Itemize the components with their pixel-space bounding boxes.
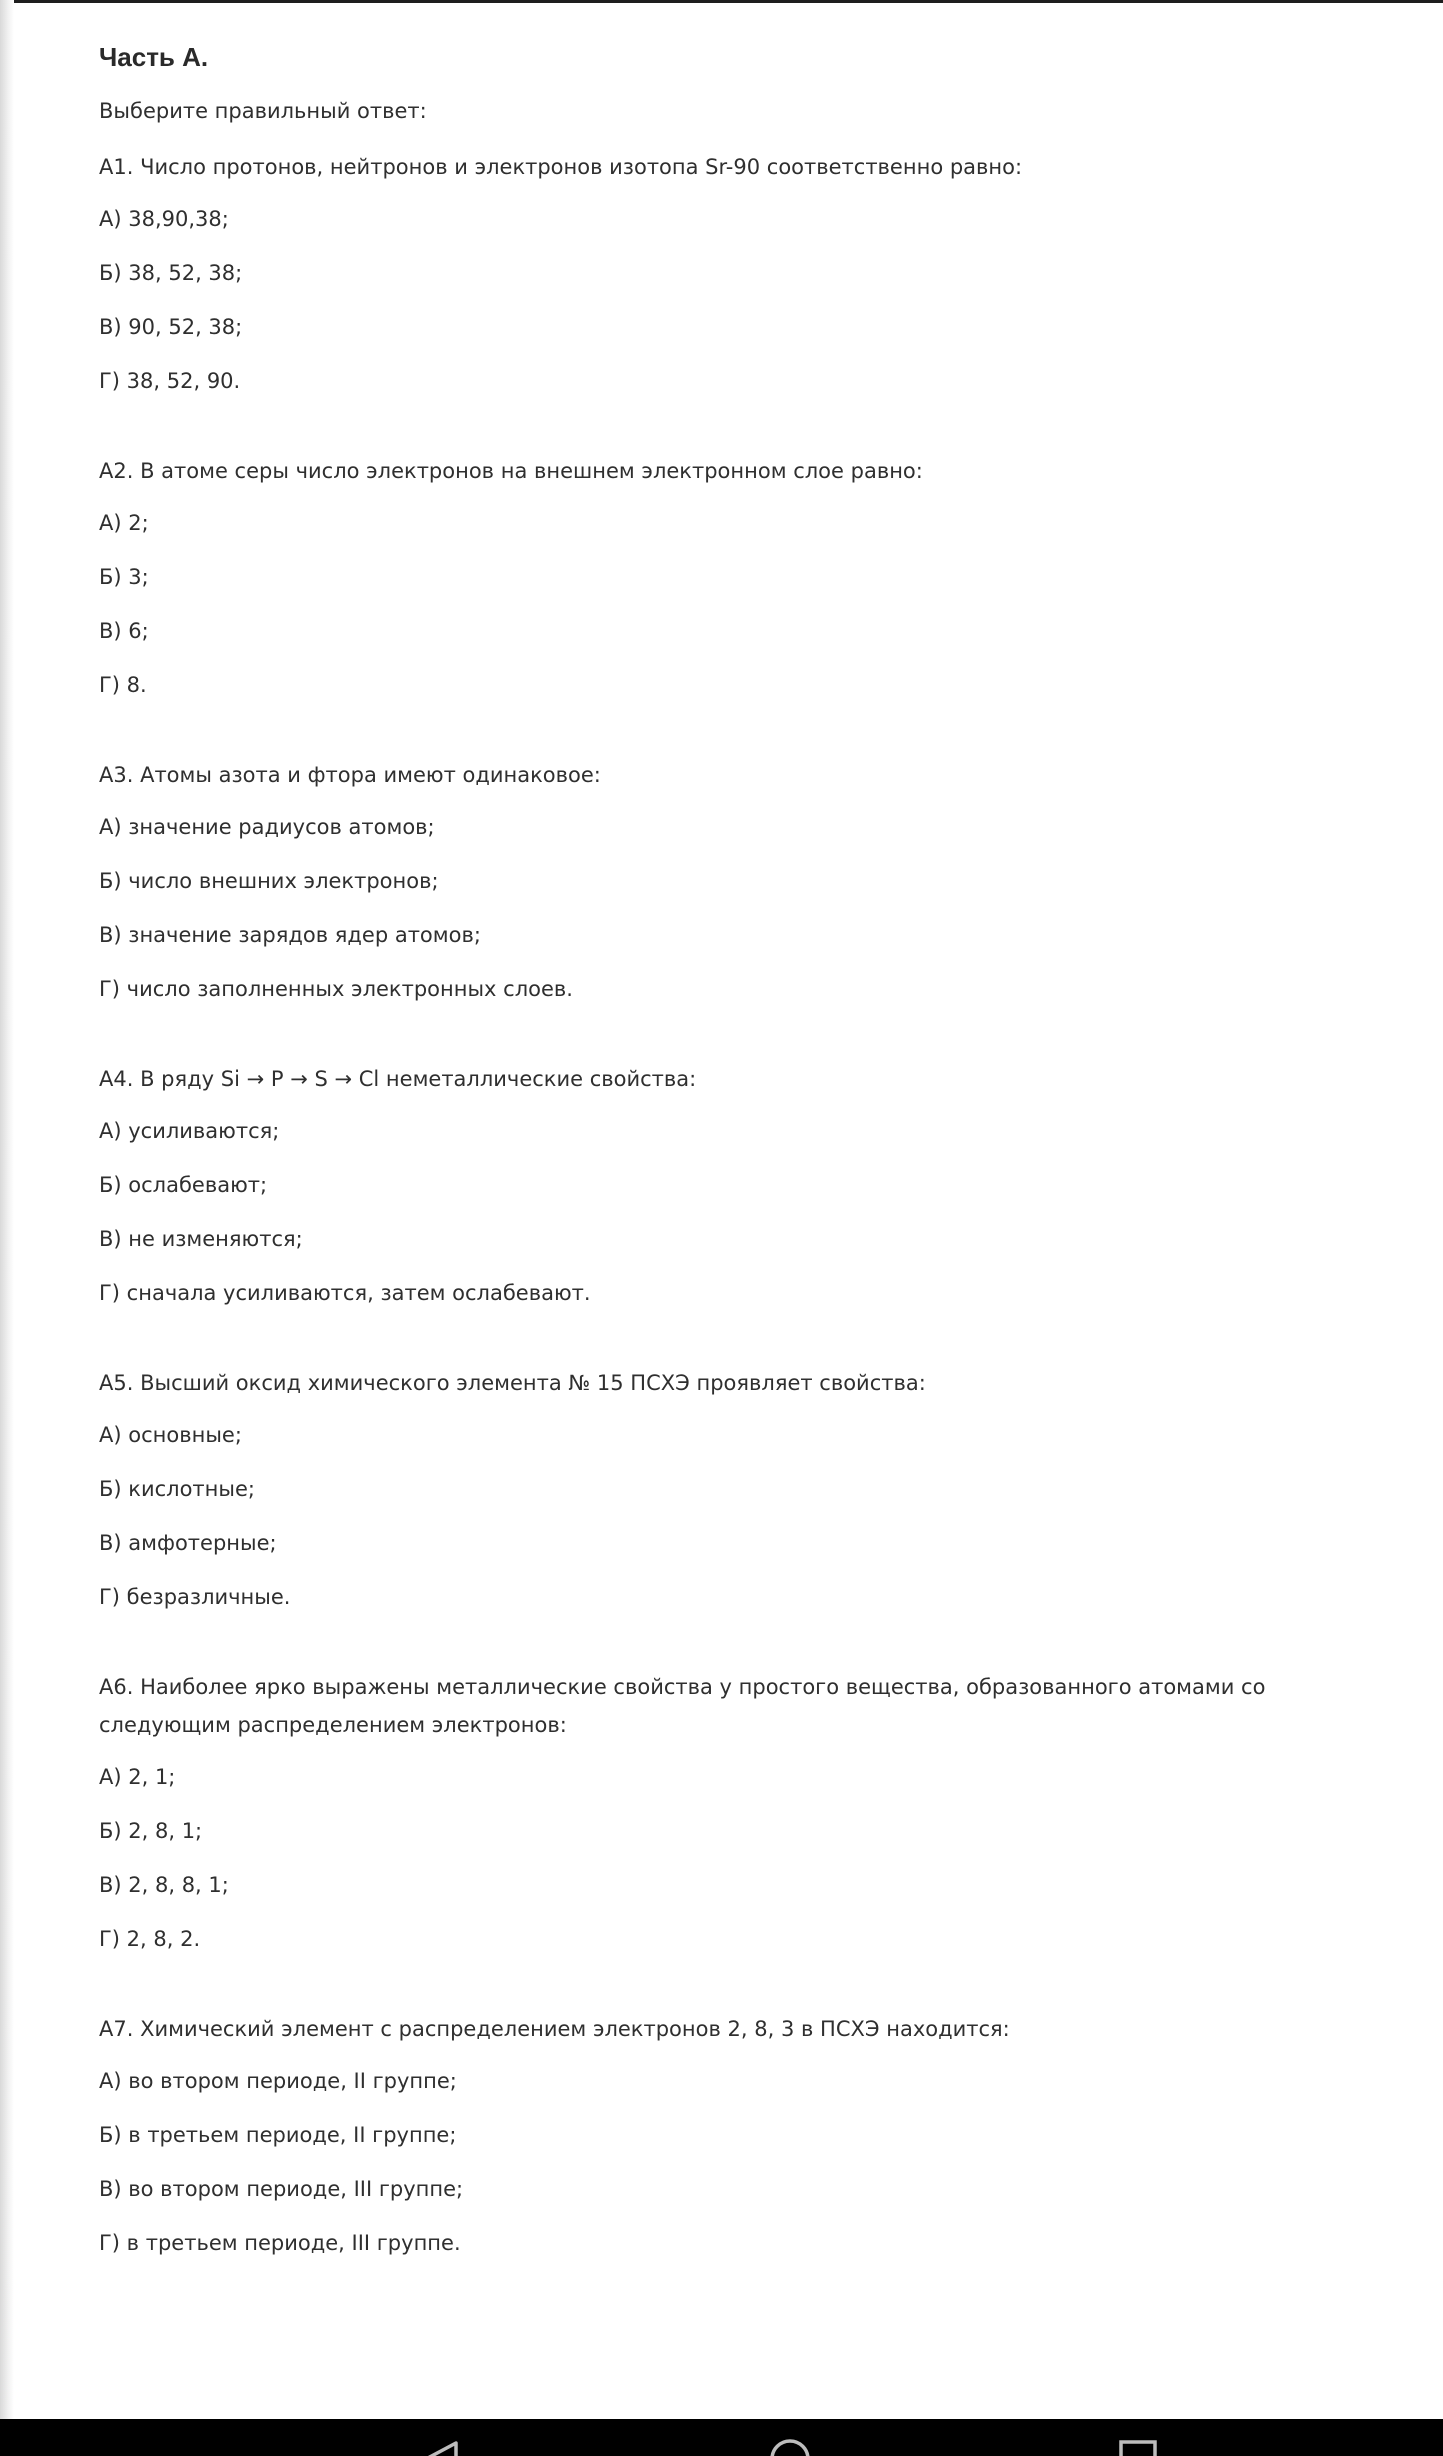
option-v: В) 90, 52, 38;	[99, 315, 243, 339]
question-a6	[99, 1668, 1399, 1956]
question-text: А3. Атомы азота и фтора имеют одинаковое:	[99, 763, 601, 787]
question-a2	[99, 452, 1399, 702]
quiz-content	[99, 40, 1399, 2260]
option-g: Г) в третьем периоде, III группе.	[99, 2231, 461, 2255]
question-a4	[99, 1060, 1399, 1310]
option-a: А) основные;	[99, 1423, 242, 1447]
question-text: А4. В ряду Si → P → S → Cl неметаллические свойства:	[99, 1067, 697, 1091]
option-b: Б) кислотные;	[99, 1477, 255, 1501]
option-b: Б) 3;	[99, 565, 149, 589]
option-a: А) 38,90,38;	[99, 207, 229, 231]
option-a: А) во втором периоде, II группе;	[99, 2069, 457, 2093]
option-a: А) 2;	[99, 511, 149, 535]
option-g: Г) 38, 52, 90.	[99, 369, 241, 393]
question-a5	[99, 1364, 1399, 1614]
question-text: А6. Наиболее ярко выражены металлические свойства у простого вещества, образованного атомами со следующим распределением электронов:	[99, 1675, 1266, 1737]
question-text: А5. Высший оксид химического элемента № 15 ПСХЭ проявляет свойства:	[99, 1371, 926, 1395]
option-a: А) 2, 1;	[99, 1765, 176, 1789]
option-b: Б) 38, 52, 38;	[99, 261, 243, 285]
recent-apps-square-icon[interactable]	[1118, 2439, 1158, 2456]
option-g: Г) 8.	[99, 673, 147, 697]
question-a3	[99, 756, 1399, 1006]
option-b: Б) число внешних электронов;	[99, 869, 439, 893]
instruction: Выберите правильный ответ:	[99, 99, 427, 123]
option-g: Г) безразличные.	[99, 1585, 291, 1609]
option-v: В) не изменяются;	[99, 1227, 303, 1251]
option-g: Г) число заполненных электронных слоев.	[99, 977, 573, 1001]
option-b: Б) 2, 8, 1;	[99, 1819, 203, 1843]
left-edge-shadow	[0, 0, 14, 2420]
option-a: А) усиливаются;	[99, 1119, 280, 1143]
option-v: В) 2, 8, 8, 1;	[99, 1873, 229, 1897]
option-v: В) во втором периоде, III группе;	[99, 2177, 464, 2201]
option-g: Г) сначала усиливаются, затем ослабевают.	[99, 1281, 591, 1305]
back-triangle-icon[interactable]	[420, 2437, 460, 2456]
option-g: Г) 2, 8, 2.	[99, 1927, 201, 1951]
question-text: А2. В атоме серы число электронов на внешнем электронном слое равно:	[99, 459, 923, 483]
question-text: А7. Химический элемент с распределением электронов 2, 8, 3 в ПСХЭ находится:	[99, 2017, 1010, 2041]
option-v: В) 6;	[99, 619, 149, 643]
option-v: В) значение зарядов ядер атомов;	[99, 923, 481, 947]
option-b: Б) в третьем периоде, II группе;	[99, 2123, 457, 2147]
option-v: В) амфотерные;	[99, 1531, 277, 1555]
question-a7	[99, 2010, 1399, 2260]
home-circle-icon[interactable]	[768, 2437, 812, 2456]
option-a: А) значение радиусов атомов;	[99, 815, 435, 839]
option-b: Б) ослабевают;	[99, 1173, 268, 1197]
question-a1	[99, 148, 1399, 398]
system-navigation-bar	[0, 2419, 1443, 2456]
top-border	[0, 0, 1443, 3]
part-title: Часть А.	[99, 42, 209, 72]
question-text: А1. Число протонов, нейтронов и электронов изотопа Sr-90 соответственно равно:	[99, 155, 1023, 179]
